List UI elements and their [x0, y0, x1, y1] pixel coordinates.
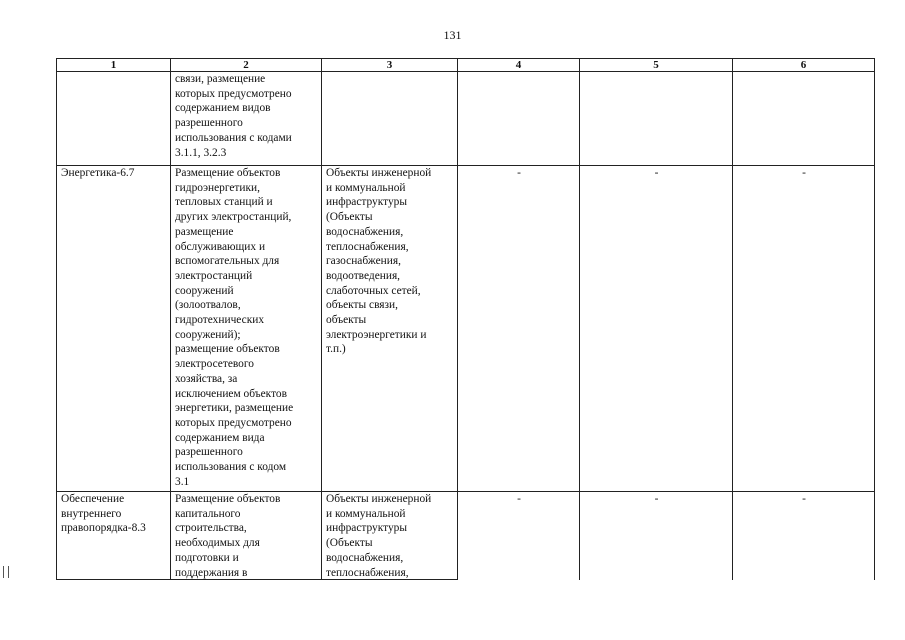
- value-cell: -: [580, 166, 733, 492]
- value-cell: -: [733, 492, 875, 581]
- use-type-cell: [57, 72, 171, 166]
- page-number: 131: [443, 28, 462, 42]
- value-cell: -: [458, 492, 580, 581]
- column-header: 4: [458, 59, 580, 72]
- column-header: 1: [57, 59, 171, 72]
- column-header: 6: [733, 59, 875, 72]
- description-cell: связи, размещение которых предусмотрено содержанием видов разрешенного использования с кодами 3.1.1, 3.2.3: [171, 72, 322, 166]
- infrastructure-cell: [322, 72, 458, 166]
- value-cell: [733, 72, 875, 166]
- infrastructure-cell: Объекты инженерной и коммунальной инфраструктуры (Объекты водоснабжения, теплоснабжения, газоснабжения, водоотведения, слаботочных сетей, объекты связи, объекты электроэнергетики и т.п.): [322, 166, 458, 492]
- column-header: 3: [322, 59, 458, 72]
- value-cell: -: [580, 492, 733, 581]
- land-use-table: [56, 58, 875, 581]
- value-cell: [458, 72, 580, 166]
- use-type-cell: Энергетика-6.7: [57, 166, 171, 492]
- use-type-cell: Обеспечение внутреннего правопорядка-8.3: [57, 492, 171, 581]
- page-bottom-margin: [0, 580, 905, 640]
- description-cell: Размещение объектов гидроэнергетики, тепловых станций и других электростанций, размещение обслуживающих и вспомогательных для электростанций сооружений (золоотвалов, гидротехнических сооружений); размещение объектов электросетевого хозяйства, за исключением объектов энергетики, размещение которых предусмотрено содержанием вида разрешенного использования с кодом 3.1: [171, 166, 322, 492]
- table-row: [57, 72, 875, 166]
- scan-margin-mark: [3, 566, 9, 578]
- value-cell: -: [733, 166, 875, 492]
- table-header-row: [57, 59, 875, 72]
- table-row: [57, 492, 875, 581]
- table-row: [57, 166, 875, 492]
- table-bottom-border: [56, 579, 457, 580]
- column-header: 2: [171, 59, 322, 72]
- infrastructure-cell: Объекты инженерной и коммунальной инфраструктуры (Объекты водоснабжения, теплоснабжения,: [322, 492, 458, 581]
- column-header: 5: [580, 59, 733, 72]
- description-cell: Размещение объектов капитального строительства, необходимых для подготовки и поддержания в: [171, 492, 322, 581]
- value-cell: -: [458, 166, 580, 492]
- value-cell: [580, 72, 733, 166]
